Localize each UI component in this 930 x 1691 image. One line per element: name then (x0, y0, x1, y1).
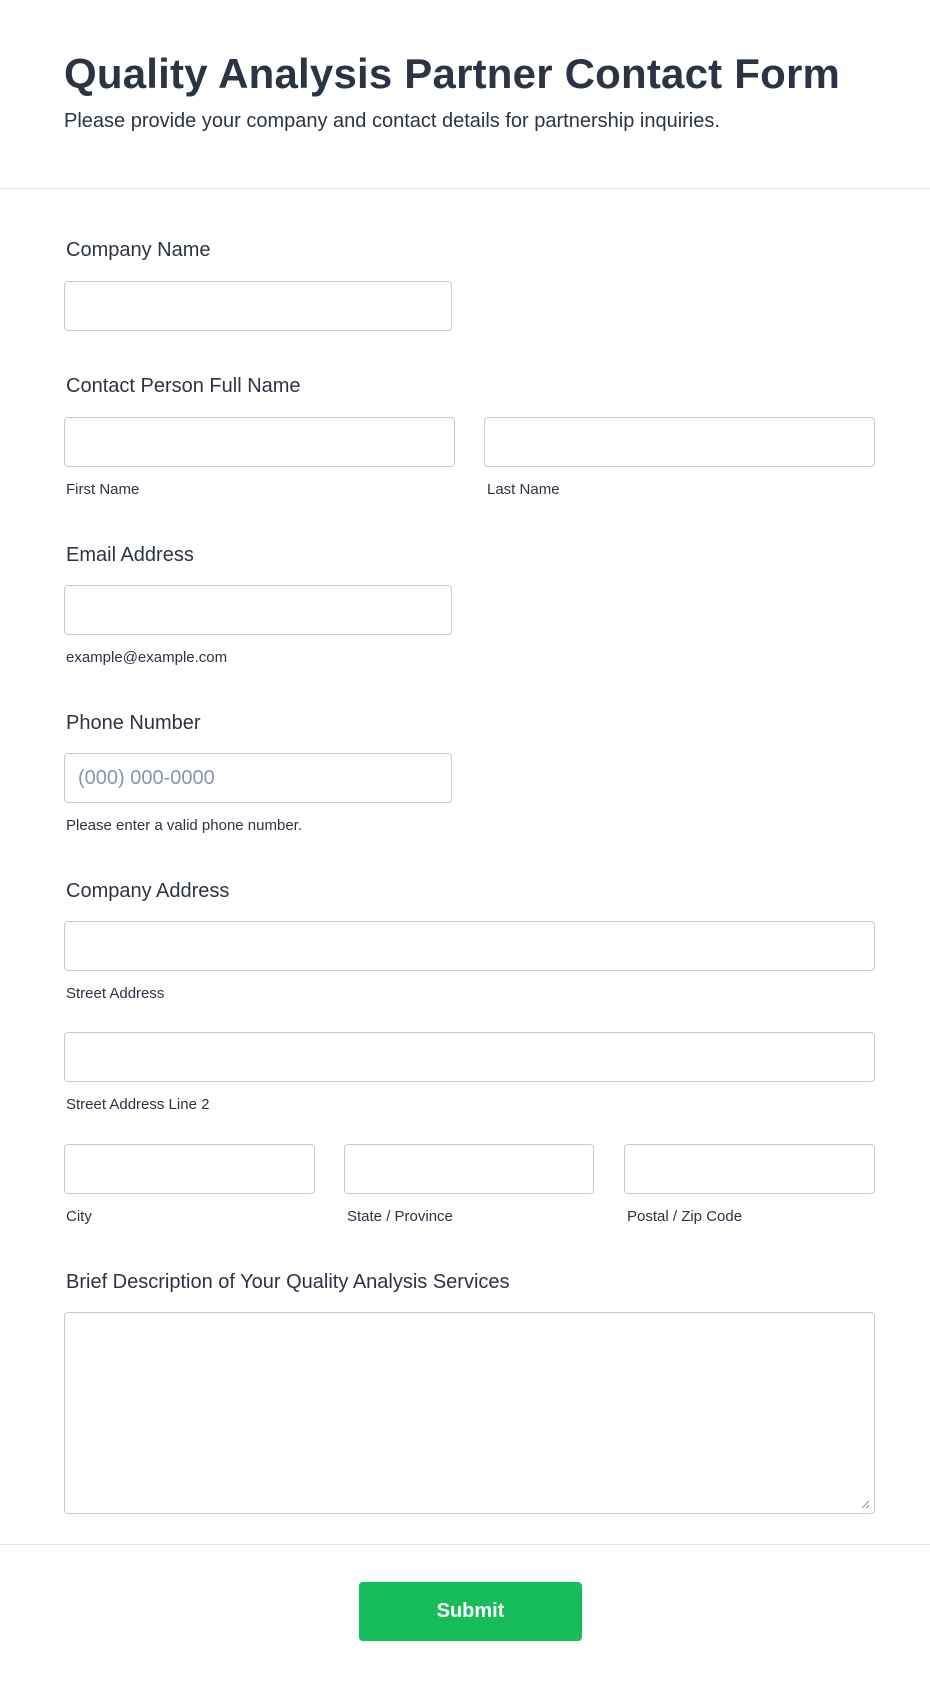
form-title: Quality Analysis Partner Contact Form (64, 50, 841, 97)
phone-sublabel: Please enter a valid phone number. (66, 817, 302, 834)
street-address-input[interactable] (64, 921, 875, 971)
phone-input[interactable] (64, 753, 452, 803)
company-address-label: Company Address (66, 880, 230, 902)
form-header (0, 0, 930, 189)
last-name-input[interactable] (484, 417, 875, 467)
last-name-sublabel: Last Name (487, 481, 560, 498)
phone-label: Phone Number (66, 712, 201, 734)
email-sublabel: example@example.com (66, 649, 228, 666)
submit-button[interactable]: Submit (359, 1582, 582, 1641)
state-province-sublabel: State / Province (347, 1208, 453, 1225)
state-province-input[interactable] (344, 1144, 594, 1194)
street-address-line2-input[interactable] (64, 1032, 875, 1082)
email-input[interactable] (64, 585, 452, 635)
first-name-input[interactable] (64, 417, 455, 467)
resize-handle-icon[interactable] (860, 1499, 870, 1509)
city-input[interactable] (64, 1144, 315, 1194)
first-name-sublabel: First Name (66, 481, 140, 498)
contact-person-label: Contact Person Full Name (66, 375, 301, 397)
street-address-line2-sublabel: Street Address Line 2 (66, 1096, 210, 1113)
company-name-label: Company Name (66, 239, 211, 261)
company-name-input[interactable] (64, 281, 452, 331)
postal-code-sublabel: Postal / Zip Code (627, 1208, 743, 1225)
description-textarea[interactable] (64, 1312, 875, 1514)
form-subtitle: Please provide your company and contact details for partnership inquiries. (64, 110, 720, 132)
email-label: Email Address (66, 544, 194, 566)
postal-code-input[interactable] (624, 1144, 875, 1194)
description-label: Brief Description of Your Quality Analysis Services (66, 1271, 510, 1293)
city-sublabel: City (66, 1208, 92, 1225)
street-address-sublabel: Street Address (66, 985, 165, 1002)
